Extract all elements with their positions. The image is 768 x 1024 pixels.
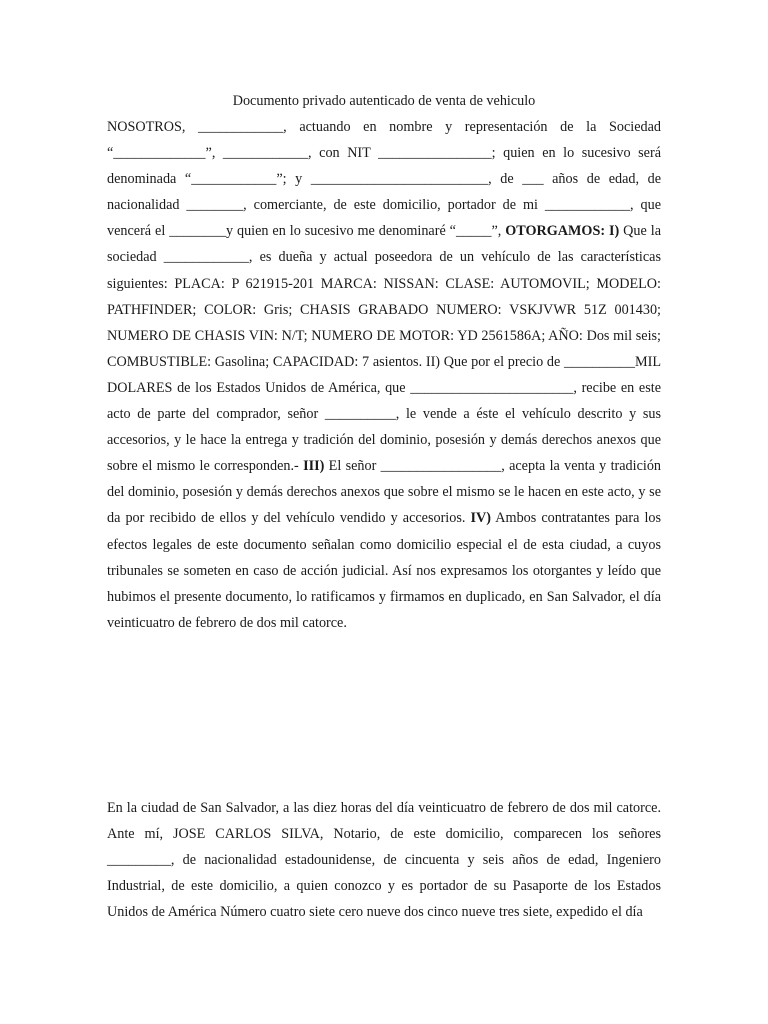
contract-text-3: El señor _________________, acepta la venta y tradición del dominio, posesión y demás derechos anexos que sobre el mismo se le hacen en este acto, y se da por recibido de ellos y del vehículo vendido y accesorios. — [107, 458, 662, 527]
clause-iv-marker: IV) — [470, 510, 491, 527]
contract-text-1: NOSOTROS, ____________, actuando en nombre y representación de la Sociedad “_____________”, ____________, con NIT ________________; quien en lo sucesivo será denominada “____________”; y _________________________, de ___ años de edad, de nacionalidad ________, comerciante, de este domicilio, portador de mi ____________, que vencerá el ________y quien en lo sucesivo me denominaré “_____”, — [107, 119, 661, 240]
contract-text-4: Ambos contratantes para los efectos legales de este documento señalan como domicilio especial el de esta ciudad, a cuyos tribunales se someten en caso de acción judicial. Así nos expresamos los otorgantes y leído que hubimos el presente documento, lo ratificamos y firmamos en duplicado, en San Salvador, el día veinticuatro de febrero de dos mil catorce. — [107, 510, 662, 631]
contract-text-2: Que la sociedad ____________, es dueña y actual poseedora de un vehículo de las características siguientes: PLACA: P 621915-201 MARCA: NISSAN: CLASE: AUTOMOVIL; MODELO: PATHFINDER; COLOR: Gris; CHASIS GRABADO NUMERO: VSKJVWR 51Z 001430; NUMERO DE CHASIS VIN: N/T; NUMERO DE MOTOR: YD 2561586A; AÑO: Dos mil seis; COMBUSTIBLE: Gasolina; CAPACIDAD: 7 asientos. II) Que por el precio de __________MIL DOLARES de los Estados Unidos de América, que _______________________, recibe en este acto de parte del comprador, señor __________, le vende a éste el vehículo descrito y sus accesorios, y le hace la entrega y tradición del dominio, posesión y demás derechos anexos que sobre el mismo le corresponden.- — [107, 223, 661, 475]
document-title: Documento privado autenticado de venta de vehiculo — [232, 93, 536, 109]
notary-paragraph: En la ciudad de San Salvador, a las diez horas del día veinticuatro de febrero de dos mil catorce. Ante mí, JOSE CARLOS SILVA, Notario, de este domicilio, comparecen los señores _________, de nacionalidad estadounidense, de cincuenta y seis años de edad, Ingeniero Industrial, de este domicilio, a quien conozco y es portador de su Pasaporte de los Estados Unidos de América Número cuatro siete cero nueve dos cinco nueve tres siete, expedido el día — [107, 800, 661, 921]
clause-iii-marker: III) — [303, 458, 325, 475]
otorgamos-heading: OTORGAMOS: I) — [505, 223, 620, 240]
contract-paragraph — [107, 114, 661, 636]
